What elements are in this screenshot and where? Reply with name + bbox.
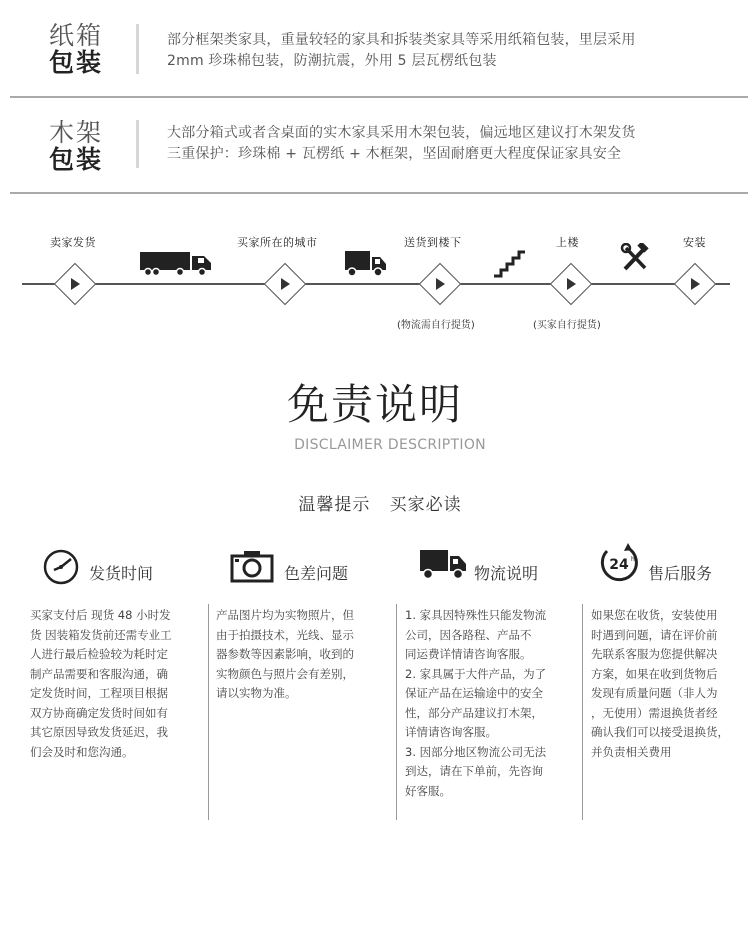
text-line: 双方协商确定发货时间如有 — [30, 705, 168, 720]
section-divider — [10, 192, 748, 194]
text-line: 好客服。 — [405, 783, 451, 798]
truck-icon — [420, 548, 468, 582]
text-line: 先联系客服为您提供解决 — [591, 647, 718, 661]
text-line: 由于拍摄技术，光线、显示 — [216, 627, 354, 642]
column-title-color-difference: 色差问题 — [284, 564, 349, 583]
column-text-after-sales — [591, 606, 749, 762]
column-title-after-sales: 售后服务 — [648, 564, 713, 583]
column-title-shipping-time: 发货时间 — [89, 564, 154, 583]
tools-icon — [620, 243, 650, 273]
text-line: 2. 家具属于大件产品，为了 — [405, 666, 547, 681]
carton-packaging-title — [45, 22, 107, 76]
divider — [136, 120, 139, 168]
text-line: 确认我们可以接受退换货， — [591, 725, 729, 739]
title-line: 包装 — [48, 48, 103, 77]
text-line: 到达，请在下单前，先咨询 — [405, 764, 543, 778]
desc-line: 2mm 珍珠棉包装，防潮抗震，外用 5 层瓦楞纸包装 — [167, 53, 497, 69]
title-line: 木架 — [48, 118, 103, 147]
text-line: 实物颜色与照片会有差别， — [216, 666, 354, 681]
desc-line: 三重保护：珍珠棉 + 瓦楞纸 + 木框架，坚固耐磨更大程度保证家具安全 — [167, 146, 622, 162]
text-line: 保证产品在运输途中的安全 — [405, 686, 543, 700]
text-line: 方案，如果在收到货物后 — [591, 666, 718, 681]
divider — [136, 24, 139, 74]
step-label-deliver-downstairs: 送货到楼下 — [404, 236, 462, 249]
text-line: 如果您在收货，安装使用 — [591, 608, 718, 622]
timeline-note: (买家自行提货) — [533, 320, 601, 331]
column-text-logistics — [405, 606, 577, 801]
disclaimer-subtitle: DISCLAIMER DESCRIPTION — [294, 437, 486, 453]
wood-frame-packaging-description — [167, 123, 636, 165]
stairs-icon — [492, 250, 526, 278]
text-line: 货 因装箱发货前还需专业工 — [30, 627, 172, 642]
text-line: ，无使用）需退换货者经 — [591, 705, 718, 720]
section-divider — [10, 96, 748, 98]
text-line: 详情请咨询客服。 — [405, 725, 497, 739]
column-text-color-difference — [216, 606, 388, 704]
text-line: 们会及时和您沟通。 — [30, 744, 134, 759]
text-line: 发现有质量问题（非人为 — [591, 686, 718, 700]
delivery-truck-icon — [345, 249, 387, 279]
text-line: 制产品需要和客服沟通，确 — [30, 666, 168, 681]
title-line: 包装 — [48, 145, 103, 174]
play-arrow-icon — [71, 278, 80, 290]
text-line: 人进行最后检验较为耗时定 — [30, 647, 168, 661]
column-divider — [208, 604, 209, 820]
text-line: 其它原因导致发货延迟，我 — [30, 725, 168, 739]
text-line: 1. 家具因特殊性只能发物流 — [405, 608, 547, 622]
clock-icon — [42, 548, 80, 586]
svg-text:h: h — [631, 556, 635, 563]
column-divider — [396, 604, 397, 820]
svg-text:24: 24 — [609, 557, 629, 573]
text-line: 产品图片均为实物照片，但 — [216, 608, 354, 622]
column-divider — [582, 604, 583, 820]
step-label-seller-ships: 卖家发货 — [50, 236, 96, 249]
text-line: 性，部分产品建议打木架， — [405, 705, 543, 720]
step-label-buyer-city: 买家所在的城市 — [237, 236, 318, 249]
timeline-line — [22, 283, 730, 285]
timeline-note: (物流需自行提货) — [397, 320, 475, 331]
text-line: 并负责相关费用 — [591, 744, 672, 759]
text-line: 时遇到问题，请在评价前 — [591, 627, 718, 642]
title-line: 纸箱 — [48, 21, 103, 50]
text-line: 请以实物为准。 — [216, 686, 297, 700]
semi-truck-icon — [140, 250, 214, 278]
text-line: 同运费详情请咨询客服。 — [405, 647, 532, 661]
notice-heading: 温馨提示 买家必读 — [298, 495, 462, 515]
play-arrow-icon — [567, 278, 576, 290]
text-line: 3. 因部分地区物流公司无法 — [405, 744, 547, 759]
carton-packaging-description — [167, 30, 636, 72]
play-arrow-icon — [436, 278, 445, 290]
step-label-upstairs: 上楼 — [556, 236, 579, 249]
disclaimer-title: 免责说明 — [286, 380, 463, 429]
play-arrow-icon — [691, 278, 700, 290]
camera-icon — [230, 549, 274, 583]
column-title-logistics: 物流说明 — [474, 564, 539, 583]
wood-frame-packaging-title — [45, 119, 107, 173]
play-arrow-icon — [281, 278, 290, 290]
text-line: 定发货时间，工程项目根据 — [30, 686, 168, 700]
desc-line: 部分框架类家具，重量较轻的家具和拆装类家具等采用纸箱包装，里层采用 — [167, 32, 636, 48]
column-text-shipping-time — [30, 606, 202, 762]
text-line: 买家支付后 现货 48 小时发 — [30, 608, 171, 622]
step-label-install: 安装 — [683, 236, 706, 249]
text-line: 公司，因各路程、产品不 — [405, 627, 532, 642]
24h-service-icon — [598, 542, 640, 584]
text-line: 器参数等因素影响，收到的 — [216, 647, 354, 661]
desc-line: 大部分箱式或者含桌面的实木家具采用木架包装，偏远地区建议打木架发货 — [167, 125, 636, 141]
